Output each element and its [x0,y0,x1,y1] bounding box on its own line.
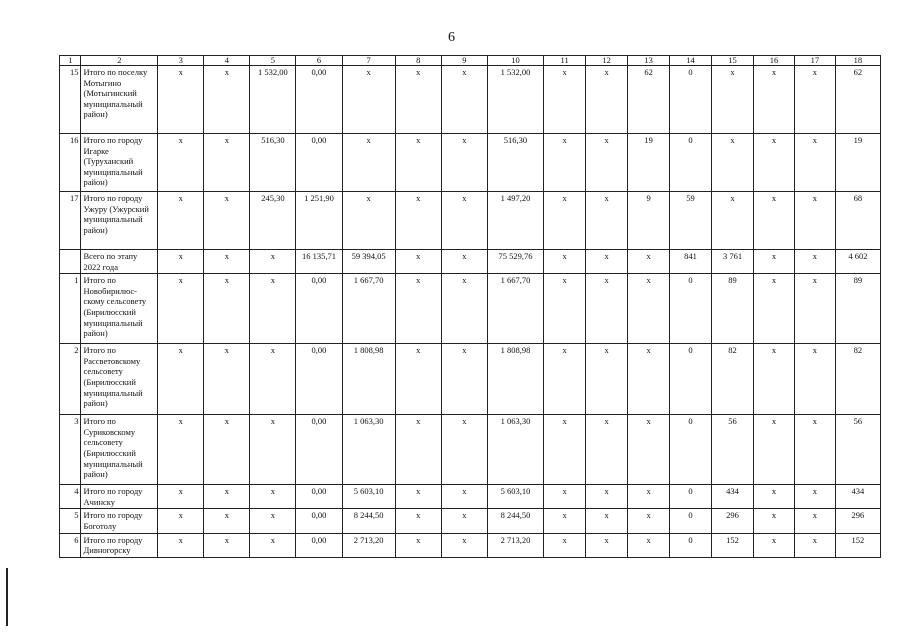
table-cell: x [158,509,204,533]
table-cell: 9 [628,192,670,250]
table-row [60,415,881,485]
table-cell: x [544,274,586,344]
table-cell: x [628,415,670,485]
table-cell: x [794,509,835,533]
table-cell: 0 [670,134,712,192]
column-header: 2 [81,56,158,66]
table-cell: x [794,192,835,250]
table-cell: x [342,192,395,250]
row-name: Итого по поселку Мотыгино (Мотыгинский муниципальный район) [81,66,158,134]
table-cell: x [753,274,794,344]
page-number: 6 [448,30,455,45]
table-cell: x [544,415,586,485]
table-cell: 0,00 [296,66,342,134]
row-number: 17 [60,192,81,250]
row-number: 3 [60,415,81,485]
table-cell: 59 [670,192,712,250]
table-row [60,66,881,134]
table-cell: 0,00 [296,134,342,192]
table-cell: x [204,344,250,415]
table-cell: 56 [712,415,754,485]
table-cell: x [395,134,441,192]
table-cell: x [158,533,204,557]
table-cell: x [441,66,487,134]
table-row [60,509,881,533]
table-cell: x [544,66,586,134]
table-cell: 1 251,90 [296,192,342,250]
column-header: 5 [250,56,296,66]
table-cell: 0,00 [296,415,342,485]
column-header: 18 [835,56,880,66]
table-cell: x [158,415,204,485]
row-number: 5 [60,509,81,533]
table-cell: 296 [835,509,880,533]
table-cell: x [712,192,754,250]
table-cell: x [204,485,250,509]
table-cell: x [204,509,250,533]
table-cell: x [441,509,487,533]
table-cell: 89 [712,274,754,344]
column-header: 3 [158,56,204,66]
table-cell: 82 [835,344,880,415]
row-name: Итого по Рассветовскому сельсовету (Бирилюсский муниципальный район) [81,344,158,415]
column-header: 1 [60,56,81,66]
table-cell: x [250,509,296,533]
row-name: Итого по городу Ачинску [81,485,158,509]
table-cell: 68 [835,192,880,250]
table-cell: 19 [835,134,880,192]
row-number: 15 [60,66,81,134]
table-cell: 62 [628,66,670,134]
table-cell: x [250,533,296,557]
table-cell: x [395,274,441,344]
table-cell: x [342,134,395,192]
table-cell: 0,00 [296,274,342,344]
table-row [60,533,881,557]
column-header: 6 [296,56,342,66]
table-cell: x [250,274,296,344]
table-cell: x [441,250,487,274]
table-cell: x [586,509,628,533]
table-header-row [60,56,881,66]
table-cell: x [204,415,250,485]
table-cell: 434 [712,485,754,509]
table-cell: 1 808,98 [342,344,395,415]
table-cell: 0 [670,509,712,533]
table-cell: x [158,344,204,415]
table-cell: x [544,192,586,250]
table-cell: 0 [670,533,712,557]
row-name: Итого по Новобирилюс-скому сельсовету (Бирилюсский муниципальный район) [81,274,158,344]
table-cell: 516,30 [487,134,543,192]
column-header: 8 [395,56,441,66]
table-cell: x [204,134,250,192]
table-cell: x [544,509,586,533]
table-cell: x [204,192,250,250]
table-cell: x [395,533,441,557]
column-header: 14 [670,56,712,66]
table-cell: x [204,533,250,557]
table-cell: 3 761 [712,250,754,274]
table-row [60,134,881,192]
table-cell: x [441,192,487,250]
table-cell: x [441,485,487,509]
table-cell: x [586,250,628,274]
table-cell: 8 244,50 [487,509,543,533]
margin-mark [6,568,8,626]
table-cell: x [544,533,586,557]
table-cell: x [628,250,670,274]
column-header: 17 [794,56,835,66]
table-cell: 1 667,70 [487,274,543,344]
table-cell: x [753,415,794,485]
table-cell: 0,00 [296,509,342,533]
table-cell: 1 532,00 [487,66,543,134]
table-cell: x [753,192,794,250]
table-cell: 434 [835,485,880,509]
table-cell: 152 [712,533,754,557]
table-cell: x [794,134,835,192]
row-name: Итого по городу Дивногорску [81,533,158,557]
table-cell: x [544,134,586,192]
table-cell: 75 529,76 [487,250,543,274]
column-header: 10 [487,56,543,66]
table-cell: x [586,134,628,192]
table-cell: x [586,415,628,485]
table-cell: x [158,274,204,344]
data-table [59,55,881,558]
table-cell: x [250,415,296,485]
table-cell: x [586,344,628,415]
table-row [60,344,881,415]
table-cell: x [628,485,670,509]
table-cell: x [158,192,204,250]
table-cell: x [586,66,628,134]
column-header: 4 [204,56,250,66]
table-cell: 0 [670,344,712,415]
row-number: 16 [60,134,81,192]
table-cell: x [250,250,296,274]
table-cell: x [628,509,670,533]
table-cell: 0,00 [296,344,342,415]
table-cell: x [441,134,487,192]
column-header: 15 [712,56,754,66]
table-cell: x [628,533,670,557]
table-cell: 0,00 [296,533,342,557]
table-cell: 0 [670,485,712,509]
table-cell: x [395,344,441,415]
table-cell: 0 [670,415,712,485]
table-row [60,485,881,509]
table-row [60,250,881,274]
table-cell: x [158,66,204,134]
table-cell: 296 [712,509,754,533]
row-number: 2 [60,344,81,415]
row-number: 1 [60,274,81,344]
table-cell: x [395,192,441,250]
table-cell: 841 [670,250,712,274]
table-cell: 1 667,70 [342,274,395,344]
table-cell: x [753,134,794,192]
table-cell: x [395,415,441,485]
table-cell: x [628,274,670,344]
table-cell: x [204,66,250,134]
table-cell: x [628,344,670,415]
column-header: 12 [586,56,628,66]
table-cell: 1 808,98 [487,344,543,415]
table-cell: 1 532,00 [250,66,296,134]
table-cell: 152 [835,533,880,557]
table-cell: x [158,134,204,192]
column-header: 7 [342,56,395,66]
table-row [60,192,881,250]
table-cell: x [712,66,754,134]
table-cell: x [753,250,794,274]
row-name: Всего по этапу 2022 года [81,250,158,274]
row-name: Итого по Суриковскому сельсовету (Бирилюсский муниципальный район) [81,415,158,485]
column-header: 9 [441,56,487,66]
row-number: 6 [60,533,81,557]
table-cell: x [794,344,835,415]
table-cell: 1 497,20 [487,192,543,250]
column-header: 13 [628,56,670,66]
row-name: Итого по городу Игарке (Туруханский муниципальный район) [81,134,158,192]
row-number [60,250,81,274]
table-cell: x [395,66,441,134]
table-cell: x [250,344,296,415]
table-cell: 56 [835,415,880,485]
table-cell: 0 [670,66,712,134]
table-cell: 5 603,10 [487,485,543,509]
row-name: Итого по городу Боготолу [81,509,158,533]
table-row [60,274,881,344]
table-cell: x [158,250,204,274]
table-cell: x [204,274,250,344]
row-number: 4 [60,485,81,509]
table-cell: x [586,533,628,557]
table-cell: 19 [628,134,670,192]
table-cell: x [794,533,835,557]
table-cell: x [586,485,628,509]
table-cell: x [753,344,794,415]
table-cell: x [794,415,835,485]
table-cell: x [544,344,586,415]
table-cell: x [544,485,586,509]
table-cell: 82 [712,344,754,415]
table-cell: x [712,134,754,192]
table-cell: x [753,509,794,533]
table-cell: x [342,66,395,134]
table-cell: 89 [835,274,880,344]
table-cell: 62 [835,66,880,134]
table-cell: x [753,533,794,557]
table-cell: x [794,66,835,134]
table-cell: 245,30 [250,192,296,250]
table-cell: 1 063,30 [487,415,543,485]
table-cell: x [586,274,628,344]
table-cell: 2 713,20 [487,533,543,557]
table-cell: x [158,485,204,509]
table-cell: 0,00 [296,485,342,509]
table-cell: x [753,66,794,134]
table-cell: x [794,485,835,509]
table-cell: x [753,485,794,509]
table-cell: 516,30 [250,134,296,192]
table-cell: 59 394,05 [342,250,395,274]
table-cell: x [544,250,586,274]
table-cell: x [441,415,487,485]
table-cell: 5 603,10 [342,485,395,509]
table-cell: x [395,485,441,509]
table-cell: 16 135,71 [296,250,342,274]
table-cell: x [794,274,835,344]
table-cell: 0 [670,274,712,344]
table-cell: x [395,250,441,274]
table-cell: x [441,533,487,557]
row-name: Итого по городу Ужуру (Ужурский муниципальный район) [81,192,158,250]
table-cell: x [441,274,487,344]
table-cell: 8 244,50 [342,509,395,533]
table-cell: 1 063,30 [342,415,395,485]
table-cell: x [395,509,441,533]
table-cell: x [441,344,487,415]
table-cell: x [204,250,250,274]
table-cell: 4 602 [835,250,880,274]
table-cell: x [586,192,628,250]
table-cell: x [794,250,835,274]
column-header: 11 [544,56,586,66]
column-header: 16 [753,56,794,66]
table-cell: x [250,485,296,509]
table-cell: 2 713,20 [342,533,395,557]
